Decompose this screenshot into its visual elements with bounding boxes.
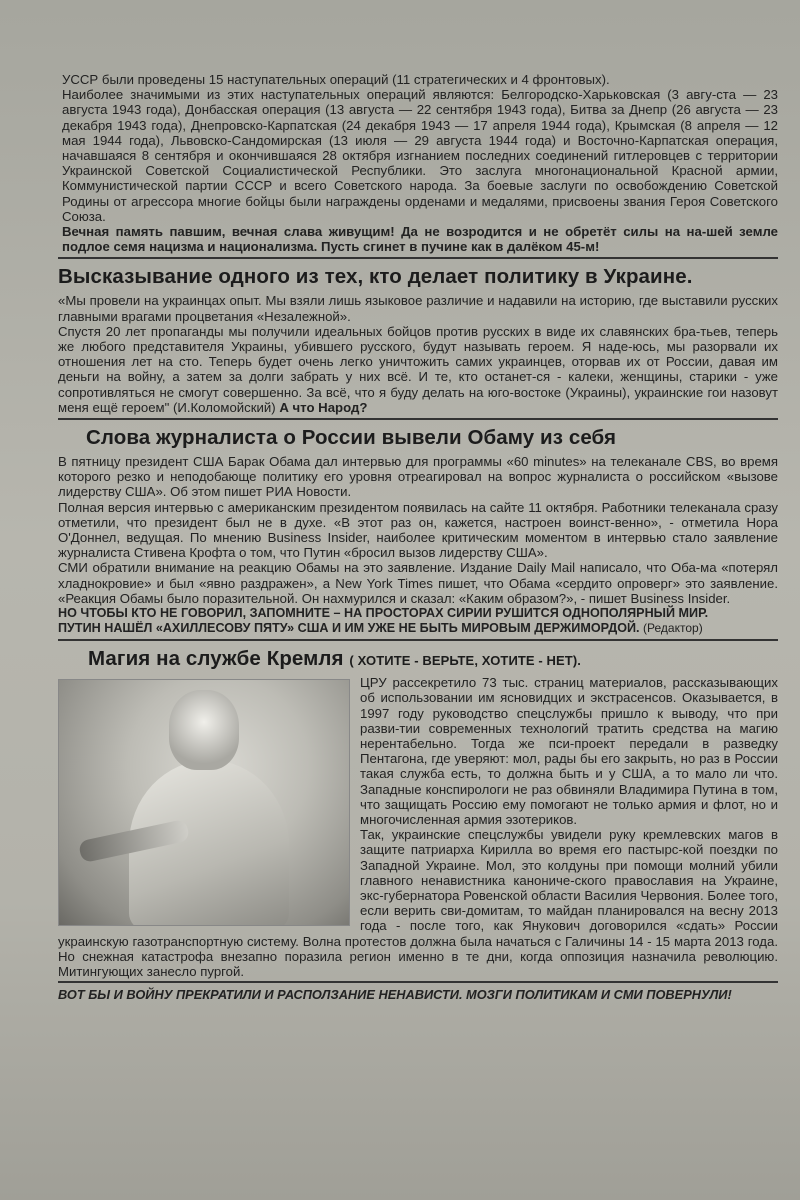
section2-body-text: Спустя 20 лет пропаганды мы получили идеальных бойцов против русских в виде их славянских бра-тьев, теперь же любого представителя Украины, убившего русского, будут называть героем. Я наде-юсь, мы разорвали их отношения лет на сто. Теперь будет очень легко уничтожить самих украинцев, оторвав их от России, давая им деньги на войну, а затем за долги забрать у них всё. И те, кто останет-ся - калеки, женщины, старики - уже сопротивляться не смогут совершенно. За всё, что я буду делать на юго-востоке (Украины), украинские гои назовут меня ещё героем" (58, 323, 778, 415)
section3-title: Слова журналиста о России вывели Обаму из себя (86, 426, 617, 450)
illustration-image (58, 679, 350, 926)
divider (58, 639, 778, 641)
section2-title: Высказывание одного из тех, кто делает политику в Украине. (58, 265, 693, 289)
divider (58, 257, 778, 259)
section3-p2: Полная версия интервью с американским президентом появилась на сайте 11 октября. Работники телеканала сразу отметили, что президент был не в духе. «В этот раз он, кажется, настроен воинст-венно», - отметила Нора О'Доннел, ведущая. По мнению Business Insider, наиболее критическим моментом в интервью стало заявление журналиста Стивена Крофта о том, что Путин «бросил вызов лидерству США». (58, 499, 778, 561)
divider (58, 981, 778, 983)
section4-title-line (88, 647, 778, 671)
section2-attribution: (И.Коломойский) (172, 399, 276, 415)
section3-p1: В пятницу президент США Барак Обама дал интервью для программы «60 minutes» на телеканале CBS, во время которого резко и неподобающе политику его уровня отреагировал на вопрос журналиста о российском «вызове лидерству США». Об этом пишет РИА Новости. (58, 454, 778, 500)
section3-caps2-text: ПУТИН НАШЁЛ «АХИЛЛЕСОВУ ПЯТУ» США И ИМ УЖЕ НЕ БЫТЬ МИРОВЫМ ДЕРЖИМОРДОЙ. (58, 621, 640, 636)
section1-closing: Вечная память павшим, вечная слава живущим! Да не возродится и не обретёт силы на на-шей земле подлое семя нацизма и национализма. Пусть сгинет в пучине как в далёком 45-м! (62, 224, 778, 255)
section4-p2: Так, украинские спецслужбы увидели руку кремлевских магов в защите патриарха Кирилла во время его пастырс-кой поездки по Западной Украине. Мол, это колдуны при помощи молний убили главного ненавистника канониче-ского православия на Украине, экс-губернатора Ровенской области Василия Червония. Более того, если верить сви-домитам, то майдан планировался на весну 2013 года - после того, как Янукович договорился «сдать» России украинскую газотранспортную систему. Волна протестов должна была начаться с Галичины 14 - 15 марта 2013 года. Но снежная катастрофа внезапно поразила регион именно в те дни, когда оппозиция назначила революцию. Митингующих занесло пургой. (58, 827, 778, 979)
section1-body: Наиболее значимыми из этих наступательных операций являются: Белгородско-Харьковская (3 авгу-ста — 23 августа 1943 года), Донбасская операция (13 августа — 22 сентября 1943 года), Битва за Днепр (26 августа — 23 декабря 1943 года), Днепровско-Карпатская (24 декабря 1943 — 17 апреля 1944 года), Крымская (8 апреля — 12 мая 1944 года), Львовско-Сандомирская (13 июля — 29 августа 1944 года) и Восточно-Карпатская операция, начавшаяся 8 сентября и окончившаяся 28 октября изгнанием последних соединений гитлеровцев с территории Украинской Советской Социалистической Республики. Это заслуга многонациональной Красной армии, Коммунистической партии СССР и всего Советского народа. За боевые заслуги по освобождению Советской Родины от агрессора многие бойцы были награждены орденами и медалями, присвоены звания Героя Советского Союза. (62, 87, 778, 224)
section3-caps1: НО ЧТОБЫ КТО НЕ ГОВОРИЛ, ЗАПОМНИТЕ – НА ПРОСТОРАХ СИРИИ РУШИТСЯ ОДНОПОЛЯРНЫЙ МИР. (58, 606, 709, 621)
section4-subtitle: ( ХОТИТЕ - ВЕРЬТЕ, ХОТИТЕ - НЕТ). (349, 653, 581, 669)
section4-footer: ВОТ БЫ И ВОЙНУ ПРЕКРАТИЛИ И РАСПОЛЗАНИЕ НЕНАВИСТИ. МОЗГИ ПОЛИТИКАМ И СМИ ПОВЕРНУЛИ! (58, 987, 732, 1003)
section3-p3: СМИ обратили внимание на реакцию Обамы на это заявление. Издание Daily Mail написало, что Оба-ма «потерял хладнокровие» и был «явно раздражен», а New York Times пишет, что Обама «сердито опроверг» это заявление. «Реакция Обамы было поразительной. Он нахмурился и сказал: «Каким образом?», - пишет Business Insider. (58, 560, 778, 606)
section-liberation (62, 72, 778, 254)
section2-body (58, 324, 778, 415)
section1-intro: УССР были проведены 15 наступательных операций (11 стратегических и 4 фронтовых). (62, 72, 610, 87)
section2-quote: «Мы провели на украинцах опыт. Мы взяли лишь языковое различие и надавили на историю, где выставили русских главными врагами процветания «Незалежной». (58, 293, 778, 324)
section-magic (58, 647, 778, 1002)
section3-caps2 (58, 621, 778, 636)
section-obama (58, 426, 778, 636)
section4-p1: ЦРУ рассекретило 73 тыс. страниц материалов, рассказывающих об использовании им ясновидцих и экстрасенсов. Оказывается, в 1997 году руководство спецслужбы пришло к выводу, что при разви-тии современных технологий тратить средства на магию нерентабельно. Тогда же пси-проект передали в разведку Пентагона, где уверяют: мол, рады бы его закрыть, но раз в России такая служба есть, то должна быть и у США, а то мало ли что. Западные конспирологи не раз обвиняли Владимира Путина в том, что защищать Россию ему помогают не только армия и флот, но и многочисленная армия эзотериков. (360, 675, 778, 827)
illustration-face (169, 690, 239, 770)
section4-title: Магия на службе Кремля (88, 647, 344, 671)
section2-question: А что Народ? (279, 399, 368, 415)
divider (58, 418, 778, 420)
section-quote (58, 265, 778, 415)
section3-editor: (Редактор) (643, 621, 703, 636)
